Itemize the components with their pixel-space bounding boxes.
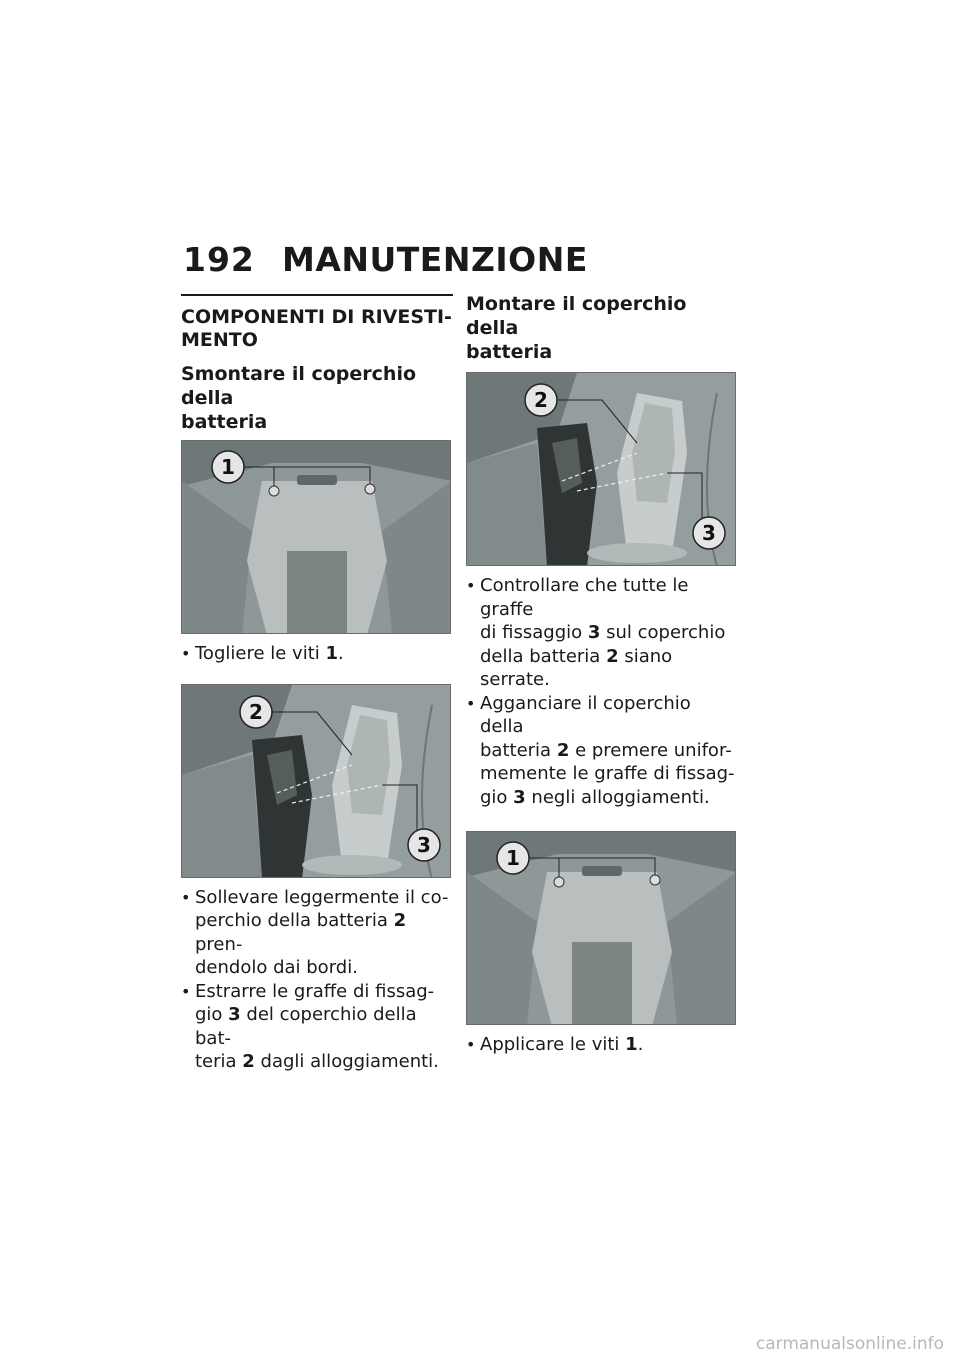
ref-number: 3 <box>513 786 526 808</box>
step-text: Controllare che tutte le graffe di fissaggio <box>480 575 689 643</box>
callout-1: 1 <box>221 455 235 479</box>
callout-3: 3 <box>702 521 716 545</box>
step-text: e premere unifor- memente le graffe di fissag- gio <box>480 739 735 808</box>
fit-steps-2 <box>466 1033 738 1057</box>
section-rule <box>181 294 453 296</box>
remove-cover-subtitle <box>181 362 453 434</box>
ref-number: 2 <box>556 739 570 761</box>
ref-number: 1 <box>325 643 339 664</box>
ref-number: 2 <box>242 1051 255 1072</box>
ref-number: 2 <box>606 645 619 667</box>
step-hook-cover <box>466 692 738 810</box>
battery-cover-fit-illustration <box>467 373 736 566</box>
step-text: Estrarre le graffe di fissag- gio <box>195 980 435 1025</box>
step-text: sul coperchio della batteria <box>480 622 726 667</box>
step-extract-clips <box>181 980 453 1074</box>
figure-cover-fit <box>466 372 736 566</box>
step-text: Applicare le viti <box>480 1034 626 1055</box>
page-header <box>183 240 743 280</box>
screw-callout-illustration <box>182 441 451 634</box>
step-apply-screws <box>466 1033 738 1057</box>
ref-number: 2 <box>393 910 407 931</box>
ref-number: 1 <box>625 1034 638 1055</box>
step-text: Agganciare il coperchio della batteria <box>480 692 691 761</box>
step-tail: . <box>338 643 344 664</box>
fit-steps-1 <box>466 574 738 809</box>
ref-number: 3 <box>587 622 601 643</box>
remove-steps-1 <box>181 642 453 666</box>
callout-1: 1 <box>506 846 520 870</box>
figure-screws-remove <box>181 440 451 634</box>
fit-cover-subtitle <box>466 292 738 364</box>
remove-cover-subtitle-text: Smontare il coperchio della batteria <box>181 363 417 433</box>
step-remove-screws <box>181 642 453 666</box>
section-title <box>181 306 453 352</box>
step-lift-cover <box>181 886 453 980</box>
step-text: pren- dendolo dai bordi. <box>195 933 358 978</box>
battery-cover-lift-illustration <box>182 685 451 878</box>
step-text: siano serrate. <box>480 645 673 690</box>
page-number: 192 <box>183 240 255 279</box>
callout-2: 2 <box>249 699 263 724</box>
step-tail: . <box>637 1034 644 1055</box>
step-text: negli alloggiamenti. <box>525 786 710 808</box>
step-text: del coperchio della bat- teria <box>195 1004 417 1072</box>
screw-callout-illustration <box>467 832 736 1025</box>
right-column <box>466 292 738 1057</box>
callout-2: 2 <box>534 388 548 412</box>
step-text: Sollevare leggermente il co- perchio della batteria <box>195 886 449 931</box>
chapter-title: MANUTENZIONE <box>282 240 588 279</box>
remove-steps-2 <box>181 886 453 1074</box>
watermark-text: carmanualsonline.info <box>755 1334 944 1354</box>
callout-3: 3 <box>417 832 431 857</box>
fit-cover-subtitle-text: Montare il coperchio della batteria <box>466 293 687 363</box>
left-column <box>181 294 453 1074</box>
step-text: Togliere le viti <box>195 643 326 664</box>
figure-screws-fit <box>466 831 736 1025</box>
ref-number: 3 <box>228 1004 241 1025</box>
section-title-text: COMPONENTI DI RIVESTI- MENTO <box>181 306 452 351</box>
step-text: dagli alloggiamenti. <box>254 1051 439 1072</box>
figure-cover-lift <box>181 684 451 878</box>
step-check-clips <box>466 574 738 692</box>
